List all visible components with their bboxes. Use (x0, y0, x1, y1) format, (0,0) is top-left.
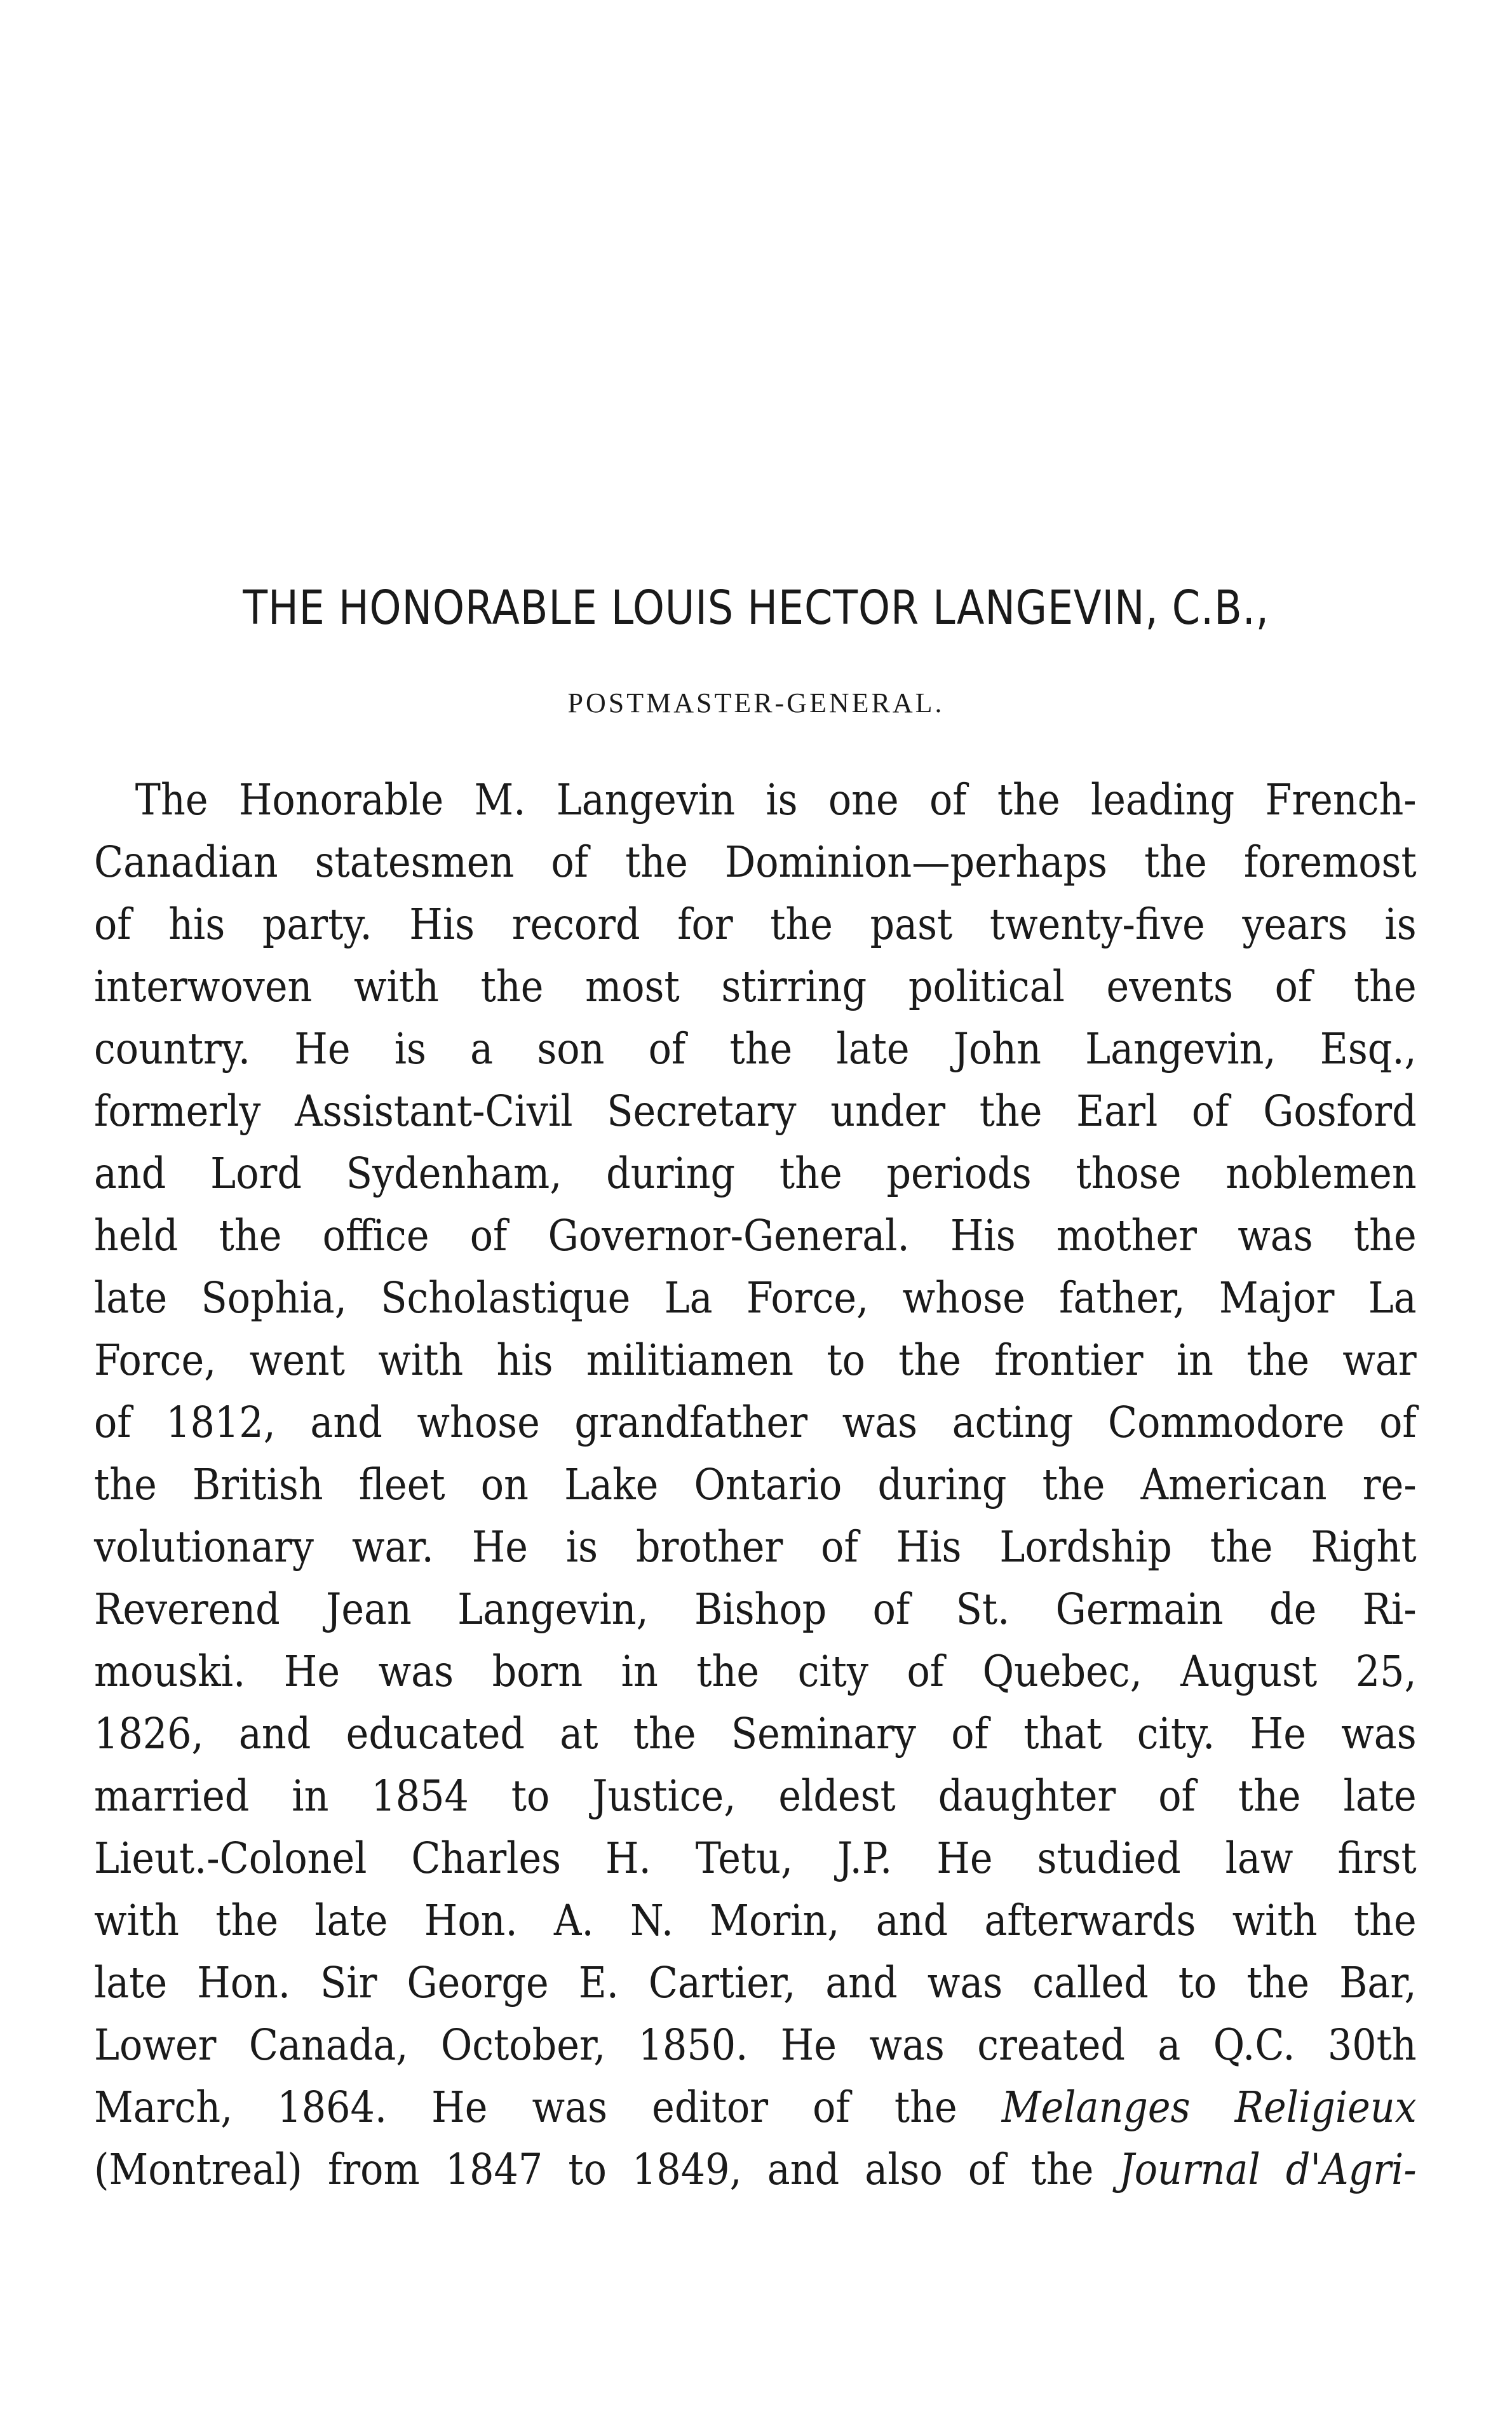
body-line-with-italic (94, 2138, 1417, 2201)
body-line: of 1812, and whose grandfather was acting Commodore of (94, 1398, 1417, 1447)
italic-title: Melanges Religieux (1001, 2082, 1417, 2132)
body-line: held the office of Governor-General. His mother was the (94, 1211, 1417, 1260)
body-line: Canadian statesmen of the Dominion—perhaps the foremost (94, 837, 1417, 887)
body-line: Force, went with his militiamen to the frontier in the war (94, 1335, 1417, 1385)
body-line: and Lord Sydenham, during the periods those noblemen (94, 1149, 1417, 1198)
article-title: THE HONORABLE LOUIS HECTOR LANGEVIN, C.B., (243, 581, 1269, 635)
italic-title: Journal d'Agri- (1119, 2145, 1417, 2194)
body-line: The Honorable M. Langevin is one of the leading French- (135, 775, 1417, 825)
body-line: volutionary war. He is brother of His Lordship the Right (94, 1522, 1417, 1572)
body-line: the British fleet on Lake Ontario during the American re- (94, 1460, 1417, 1509)
body-line: late Hon. Sir George E. Cartier, and was called to the Bar, (94, 1958, 1417, 2008)
body-line: late Sophia, Scholastique La Force, whose father, Major La (94, 1273, 1417, 1323)
body-line-text: (Montreal) from 1847 to 1849, and also of the (94, 2145, 1119, 2194)
body-line-with-italic (94, 2076, 1417, 2138)
body-text (94, 769, 1417, 2201)
article-subtitle: POSTMASTER-GENERAL. (567, 687, 945, 719)
body-line: with the late Hon. A. N. Morin, and afterwards with the (94, 1896, 1417, 1945)
body-line: interwoven with the most stirring political events of the (94, 962, 1417, 1011)
body-line: Lower Canada, October, 1850. He was created a Q.C. 30th (94, 2020, 1417, 2070)
body-line: formerly Assistant-Civil Secretary under the Earl of Gosford (94, 1086, 1417, 1136)
body-line: 1826, and educated at the Seminary of that city. He was (94, 1709, 1417, 1758)
body-line: country. He is a son of the late John Langevin, Esq., (94, 1024, 1417, 1074)
body-line: married in 1854 to Justice, eldest daughter of the late (94, 1771, 1417, 1821)
body-line: Reverend Jean Langevin, Bishop of St. Germain de Ri- (94, 1584, 1417, 1634)
body-line: of his party. His record for the past twenty-five years is (94, 900, 1417, 949)
body-line: mouski. He was born in the city of Quebec, August 25, (94, 1647, 1417, 1696)
body-line-text: March, 1864. He was editor of the (94, 2082, 1002, 2132)
body-line: Lieut.-Colonel Charles H. Tetu, J.P. He studied law first (94, 1833, 1417, 1883)
